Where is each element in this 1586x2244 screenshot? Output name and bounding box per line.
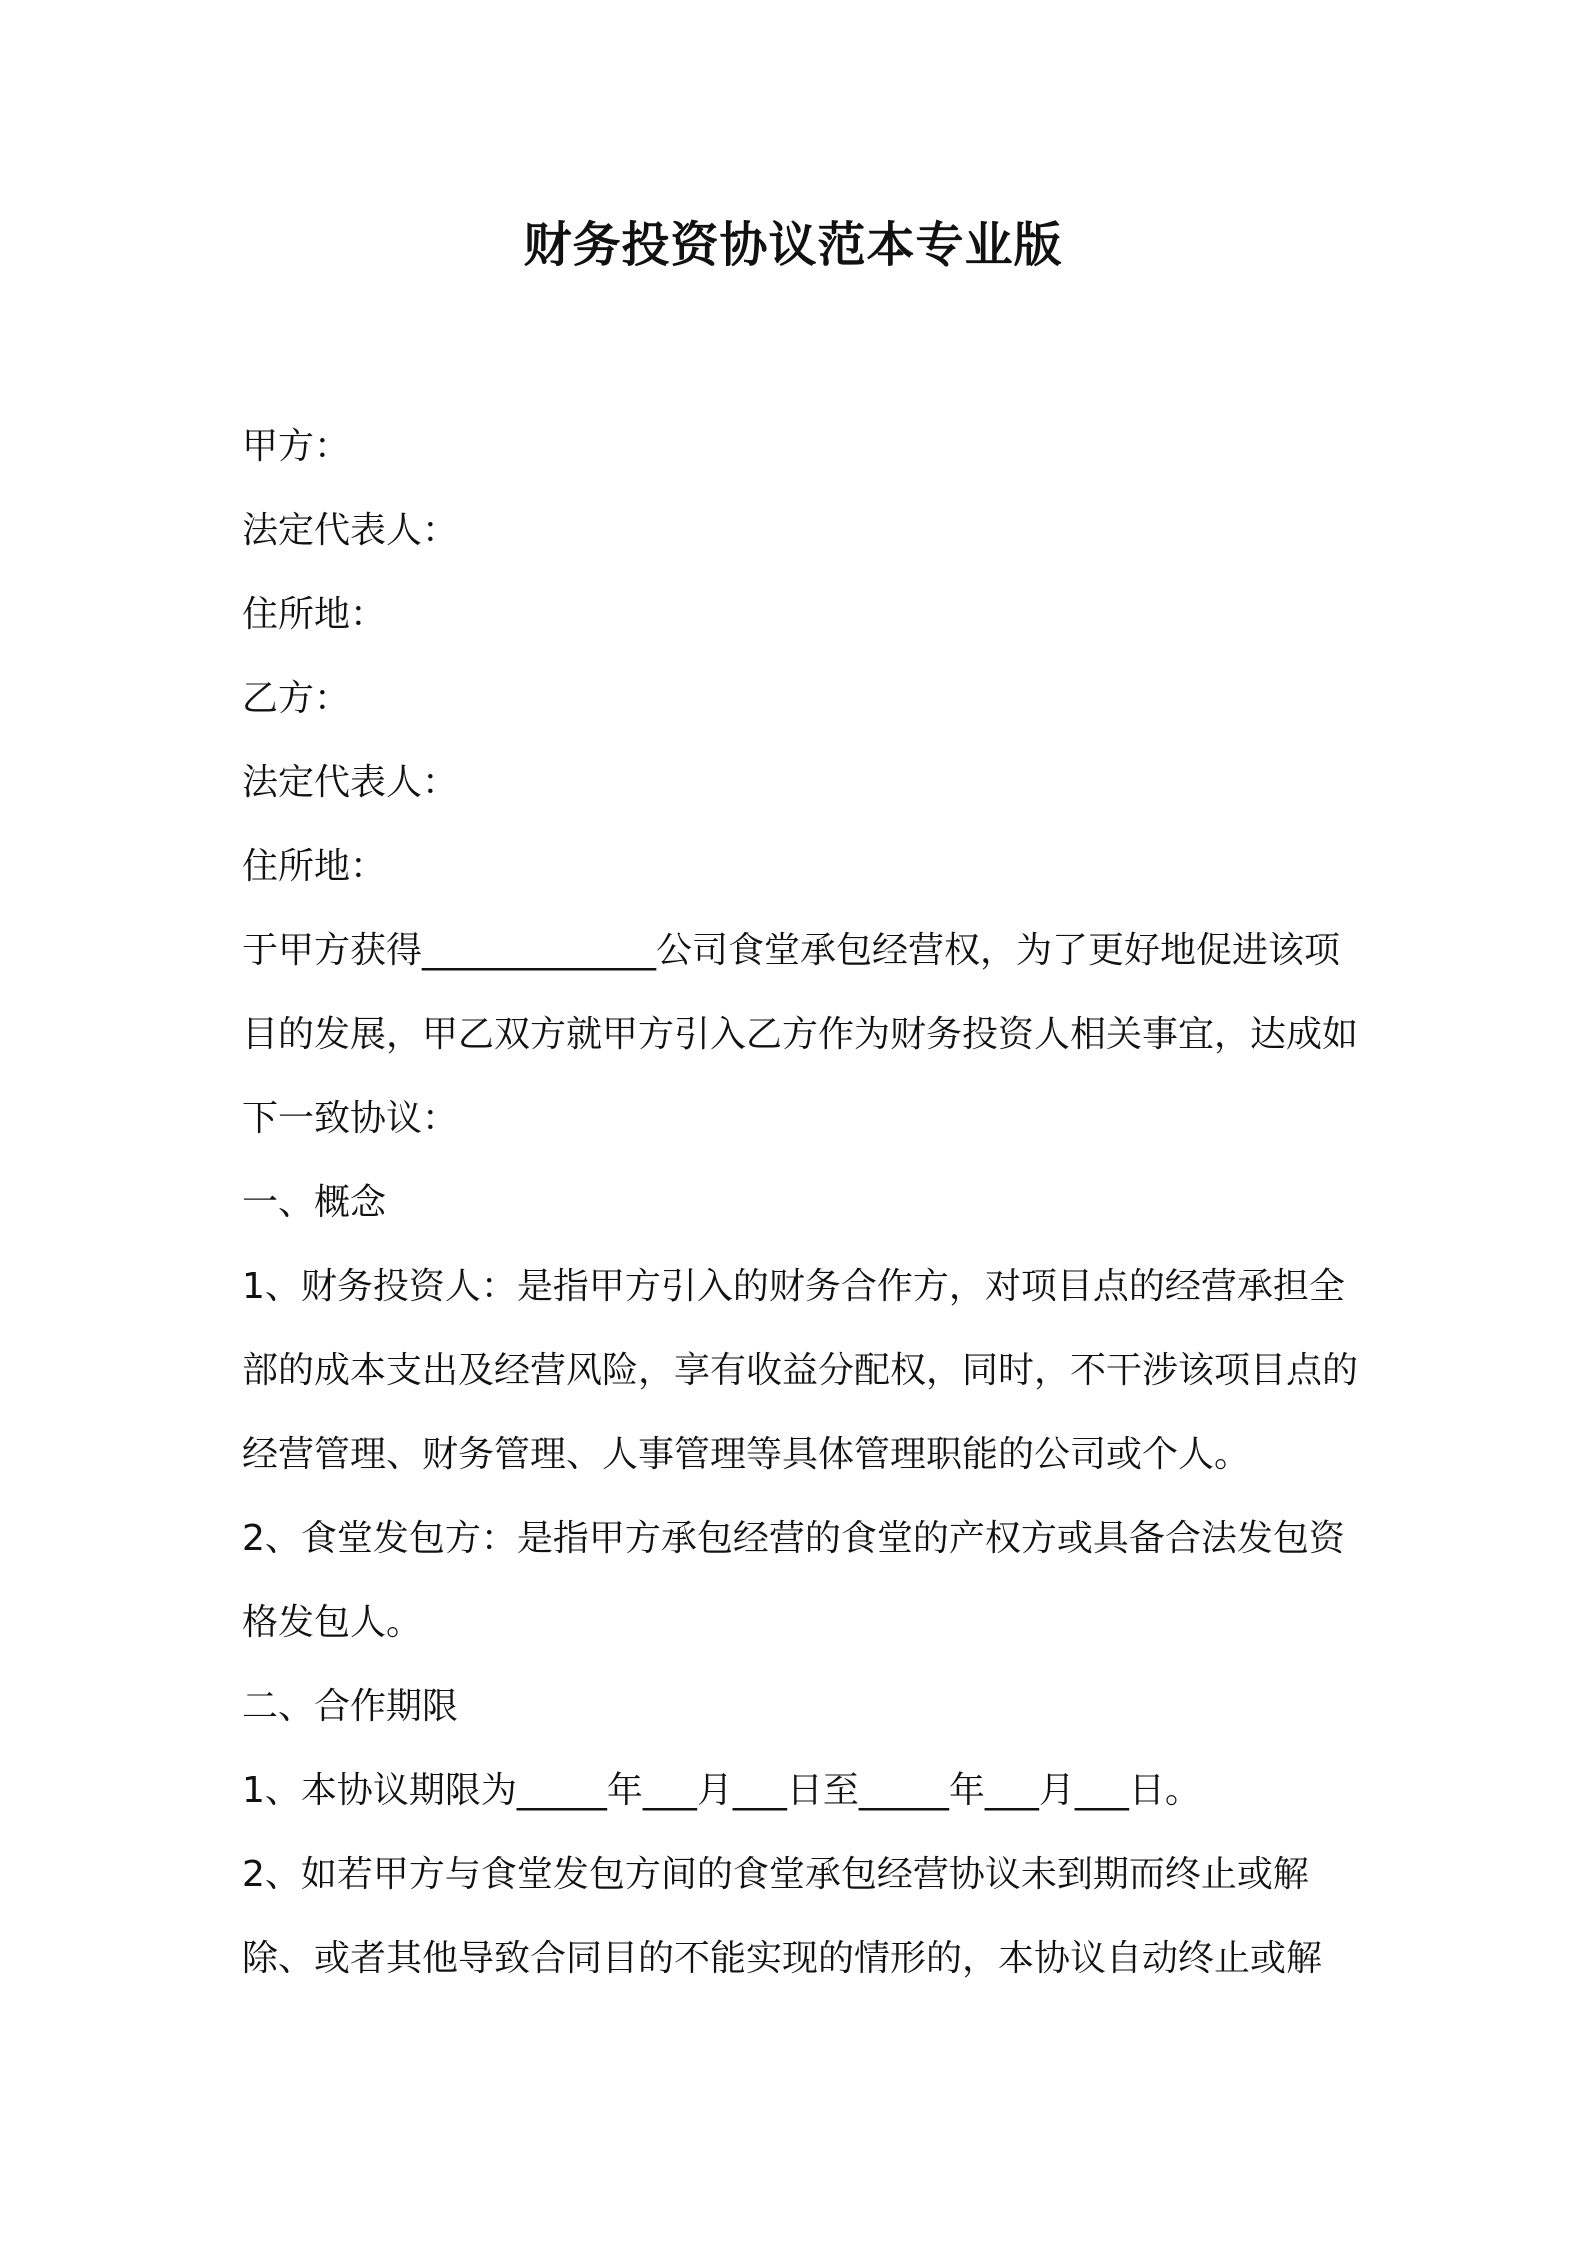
section-1-item-2: 2、食堂发包方：是指甲方承包经营的食堂的产权方或具备合法发包资格发包人。 xyxy=(242,1518,1345,1643)
document-body xyxy=(242,405,1358,2001)
party-b-representative-label: 法定代表人： xyxy=(242,762,459,803)
party-b-address-label: 住所地： xyxy=(242,846,387,887)
section-2-item-1: 1、本协议期限为_____年___月___日至_____年___月___日。 xyxy=(242,1770,1201,1811)
section-1-item-1: 1、财务投资人：是指甲方引入的财务合作方，对项目点的经营承担全部的成本支出及经营风险，享有收益分配权，同时，不干涉该项目点的经营管理、财务管理、人事管理等具体管理职能的公司或个人。 xyxy=(242,1266,1359,1475)
document-title: 财务投资协议范本专业版 xyxy=(523,217,1063,273)
party-a-address-label: 住所地： xyxy=(242,594,387,635)
party-b-label: 乙方： xyxy=(242,678,351,719)
section-1-heading: 一、概念 xyxy=(242,1182,387,1223)
party-a-label: 甲方： xyxy=(242,426,351,467)
party-a-representative-label: 法定代表人： xyxy=(242,510,459,551)
preamble-paragraph: 于甲方获得_____________公司食堂承包经营权，为了更好地促进该项目的发展，甲乙双方就甲方引入乙方作为财务投资人相关事宜，达成如下一致协议： xyxy=(242,930,1359,1139)
section-2-heading: 二、合作期限 xyxy=(242,1686,459,1727)
section-2-item-2: 2、如若甲方与食堂发包方间的食堂承包经营协议未到期而终止或解除、或者其他导致合同目的不能实现的情形的，本协议自动终止或解 xyxy=(242,1854,1323,1979)
